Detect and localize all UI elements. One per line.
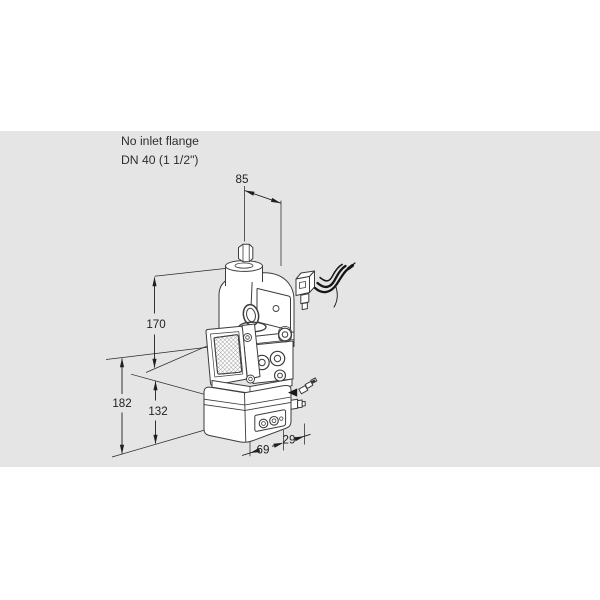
pressure-tap-right (270, 351, 284, 365)
actuator-block (204, 385, 291, 442)
plug-connector (296, 271, 315, 310)
cable-bundle (315, 263, 355, 307)
dim-label-132: 132 (148, 405, 168, 418)
adjusting-screw (239, 244, 253, 262)
variant-note-line1: No inlet flange (121, 134, 199, 148)
loose-fitting (299, 378, 317, 394)
inlet-flange (206, 324, 260, 385)
dim-label-170: 170 (146, 318, 166, 331)
dimension-85 (245, 191, 282, 204)
valve-body (204, 244, 355, 442)
dim-label-29: 29 (282, 433, 296, 447)
dim-label-182: 182 (112, 397, 132, 410)
variant-note-line2: DN 40 (1 1/2") (121, 153, 199, 167)
dim-label-85: 85 (235, 173, 249, 186)
dim-label-69: 69 (256, 443, 270, 457)
test-nipple (291, 399, 305, 409)
